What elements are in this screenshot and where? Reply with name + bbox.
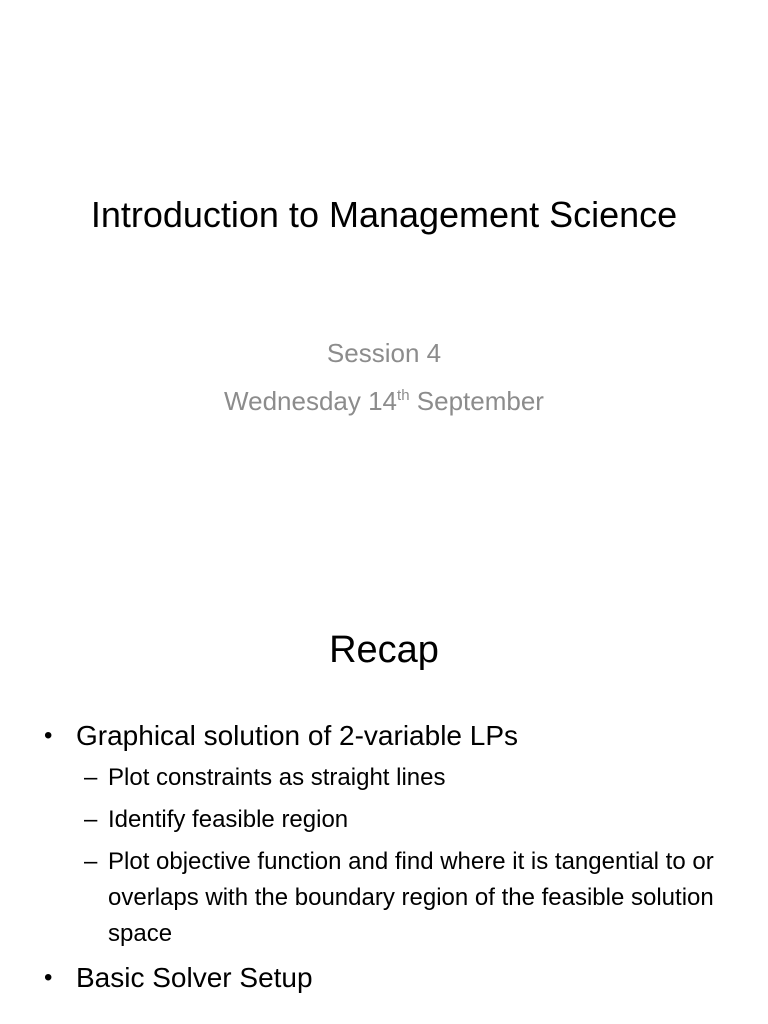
recap-slide bbox=[0, 512, 768, 1024]
bullet-text: Graphical solution of 2-variable LPs bbox=[76, 720, 519, 751]
bullet-item bbox=[44, 960, 734, 996]
dash-marker: – bbox=[84, 764, 98, 791]
session-label: Session 4 bbox=[326, 338, 442, 368]
date-month: September bbox=[409, 386, 544, 416]
sub-bullet-list bbox=[44, 760, 734, 952]
bullet-marker: • bbox=[44, 964, 53, 991]
bullet-text: Basic Solver Setup bbox=[76, 962, 313, 993]
sub-bullet-item bbox=[44, 844, 734, 952]
date-ordinal-suffix: th bbox=[397, 387, 410, 404]
sub-bullet-item bbox=[44, 802, 734, 838]
sub-bullet-text: Plot constraints as straight lines bbox=[108, 764, 446, 791]
recap-title: Recap bbox=[329, 629, 439, 671]
slide-subtitle bbox=[60, 329, 708, 425]
date-label bbox=[60, 377, 708, 425]
sub-bullet-text: Identify feasible region bbox=[108, 806, 349, 833]
bullet-marker: • bbox=[44, 722, 53, 749]
date-prefix: Wednesday 14 bbox=[224, 386, 398, 416]
bullet-item bbox=[44, 718, 734, 754]
dash-marker: – bbox=[84, 806, 98, 833]
sub-bullet-text: Plot objective function and find where it is tangential to or overlaps with the boundary region of the feasible solution space bbox=[108, 848, 714, 947]
sub-bullet-item bbox=[44, 760, 734, 796]
dash-marker: – bbox=[84, 848, 98, 875]
bullet-list bbox=[44, 718, 734, 1002]
slide-title: Introduction to Management Science bbox=[90, 194, 678, 235]
